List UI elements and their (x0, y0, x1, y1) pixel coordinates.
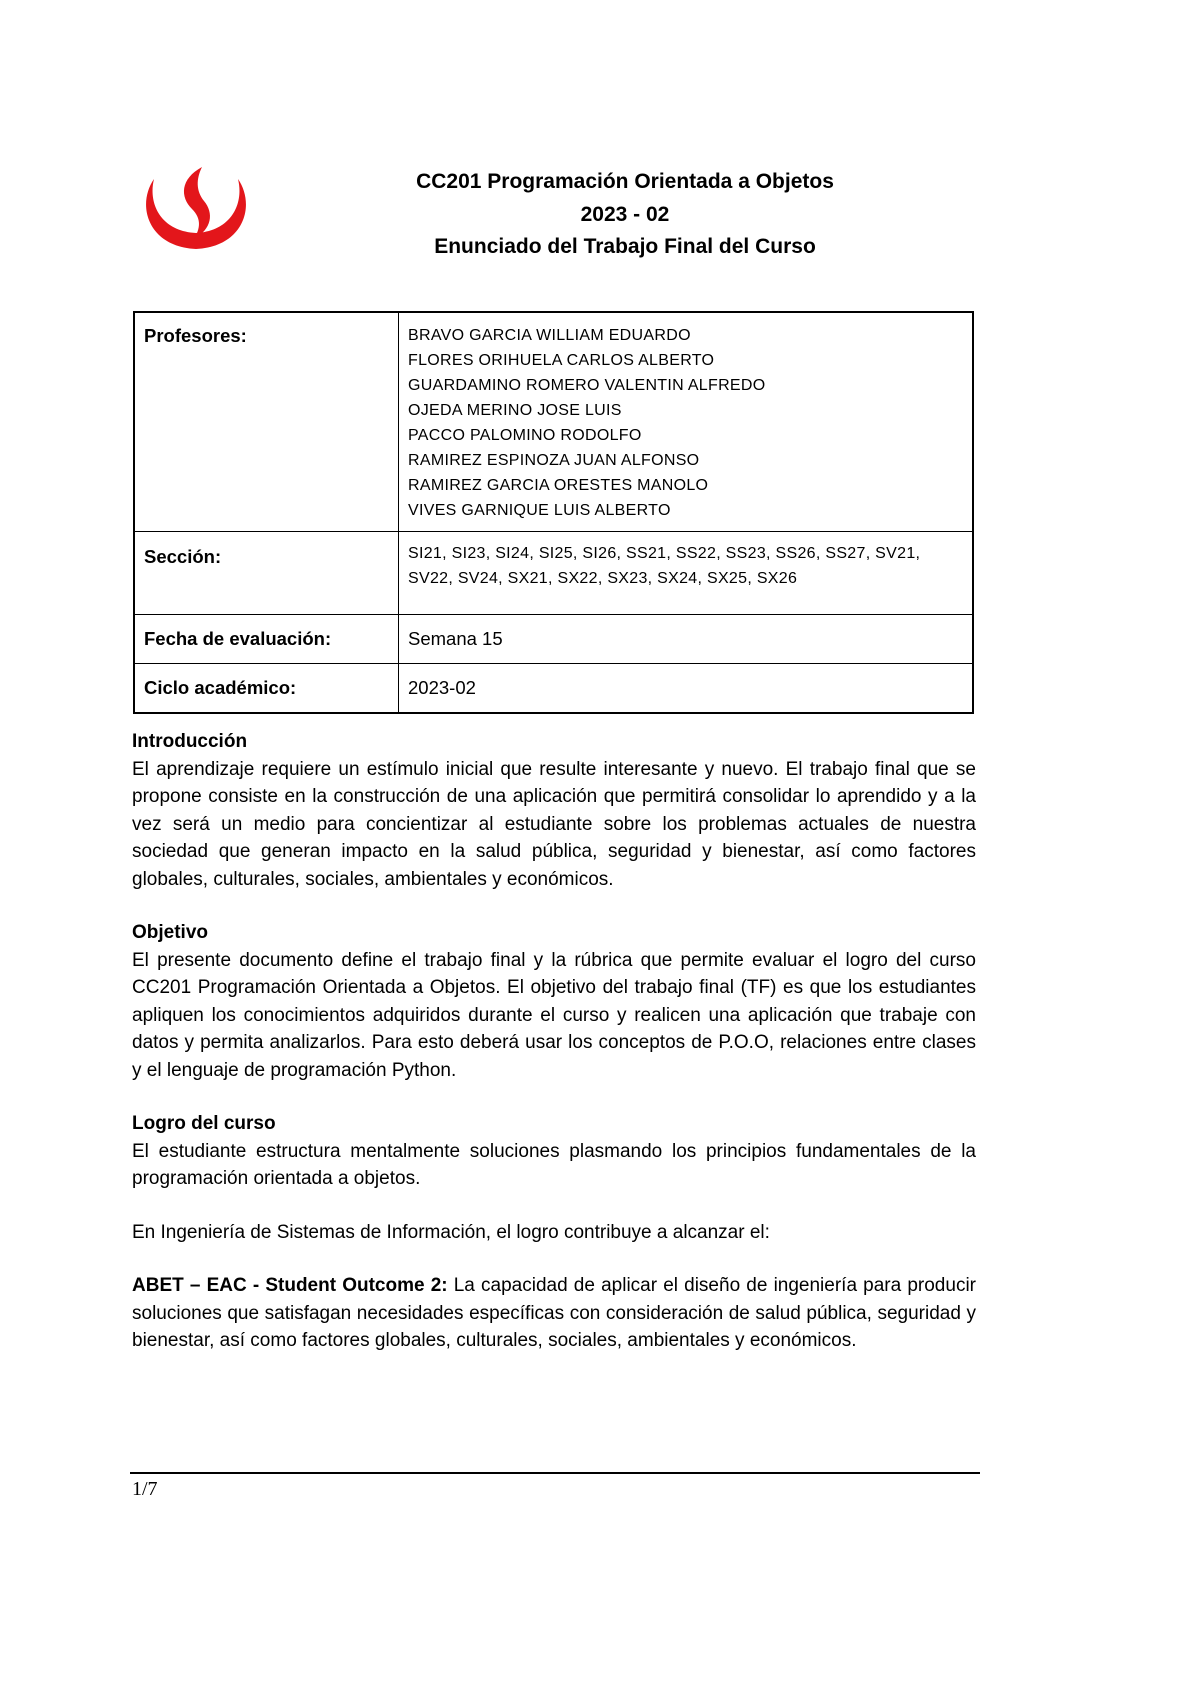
professors-row (134, 312, 973, 532)
page-number: 1/7 (132, 1478, 158, 1500)
achievement-heading: Logro del curso (132, 1113, 276, 1134)
professor: PACCO PALOMINO RODOLFO (408, 427, 642, 444)
professor: RAMIREZ GARCIA ORESTES MANOLO (408, 477, 709, 494)
abet-text: La capacidad de aplicar el diseño de ingeniería para producir soluciones que satisfagan necesidades específicas con consideración de salud pública, seguridad y bienestar, así como factores globales, culturales, sociales, ambientales y económicos. (132, 1275, 976, 1351)
university-logo-icon (140, 165, 252, 255)
section-value: SI21, SI23, SI24, SI25, SI26, SS21, SS22, SS23, SS26, SS27, SV21, SV22, SV24, SX21, SX22, SX23, SX24, SX25, SX26 (399, 532, 974, 615)
objective-heading: Objetivo (132, 922, 209, 943)
cycle-value: 2023-02 (399, 664, 974, 714)
professors-label: Profesores: (134, 312, 399, 532)
date-label: Fecha de evaluación: (134, 615, 399, 664)
professor: BRAVO GARCIA WILLIAM EDUARDO (408, 327, 691, 344)
professor: VIVES GARNIQUE LUIS ALBERTO (408, 502, 671, 519)
footer-divider (130, 1472, 980, 1474)
engineering-paragraph: En Ingeniería de Sistemas de Información, el logro contribuye a alcanzar el: (132, 1221, 770, 1243)
section-label: Sección: (134, 532, 399, 615)
cycle-label: Ciclo académico: (134, 664, 399, 714)
intro-heading: Introducción (132, 731, 248, 752)
abet-label: ABET – EAC - Student Outcome 2: (132, 1275, 448, 1296)
professors-list (399, 312, 974, 532)
course-title: CC201 Programación Orientada a Objetos (416, 170, 834, 193)
period: 2023 - 02 (580, 202, 670, 226)
document-header (330, 166, 920, 264)
professor: RAMIREZ ESPINOZA JUAN ALFONSO (408, 452, 700, 469)
document-title: Enunciado del Trabajo Final del Curso (434, 235, 816, 258)
abet-paragraph (132, 1272, 976, 1355)
document-body (132, 728, 976, 1381)
achievement-paragraph: El estudiante estructura mentalmente soluciones plasmando los principios fundamentales de la programación orientada a objetos. (132, 1140, 976, 1189)
professor: OJEDA MERINO JOSE LUIS (408, 402, 622, 419)
objective-paragraph: El presente documento define el trabajo final y la rúbrica que permite evaluar el logro del curso CC201 Programación Orientada a Objetos. El objetivo del trabajo final (TF) es que los estudiantes apliquen los conocimientos adquiridos durante el curso y realicen una aplicación que trabaje con datos y permita analizarlos. Para esto deberá usar los conceptos de P.O.O, relaciones entre clases y el lenguaje de programación Python. (132, 949, 976, 1081)
cycle-row (134, 664, 973, 714)
professor: FLORES ORIHUELA CARLOS ALBERTO (408, 352, 715, 369)
section-row (134, 532, 973, 615)
intro-paragraph: El aprendizaje requiere un estímulo inicial que resulte interesante y nuevo. El trabajo final que se propone consiste en la construcción de una aplicación que permitirá consolidar lo aprendido y a la vez será un medio para concientizar al estudiante sobre los problemas actuales de nuestra sociedad que generan impacto en la salud pública, seguridad y bienestar, así como factores globales, culturales, sociales, ambientales y económicos. (132, 758, 976, 890)
date-row (134, 615, 973, 664)
date-value: Semana 15 (399, 615, 974, 664)
professor: GUARDAMINO ROMERO VALENTIN ALFREDO (408, 377, 766, 394)
info-table (133, 311, 974, 714)
